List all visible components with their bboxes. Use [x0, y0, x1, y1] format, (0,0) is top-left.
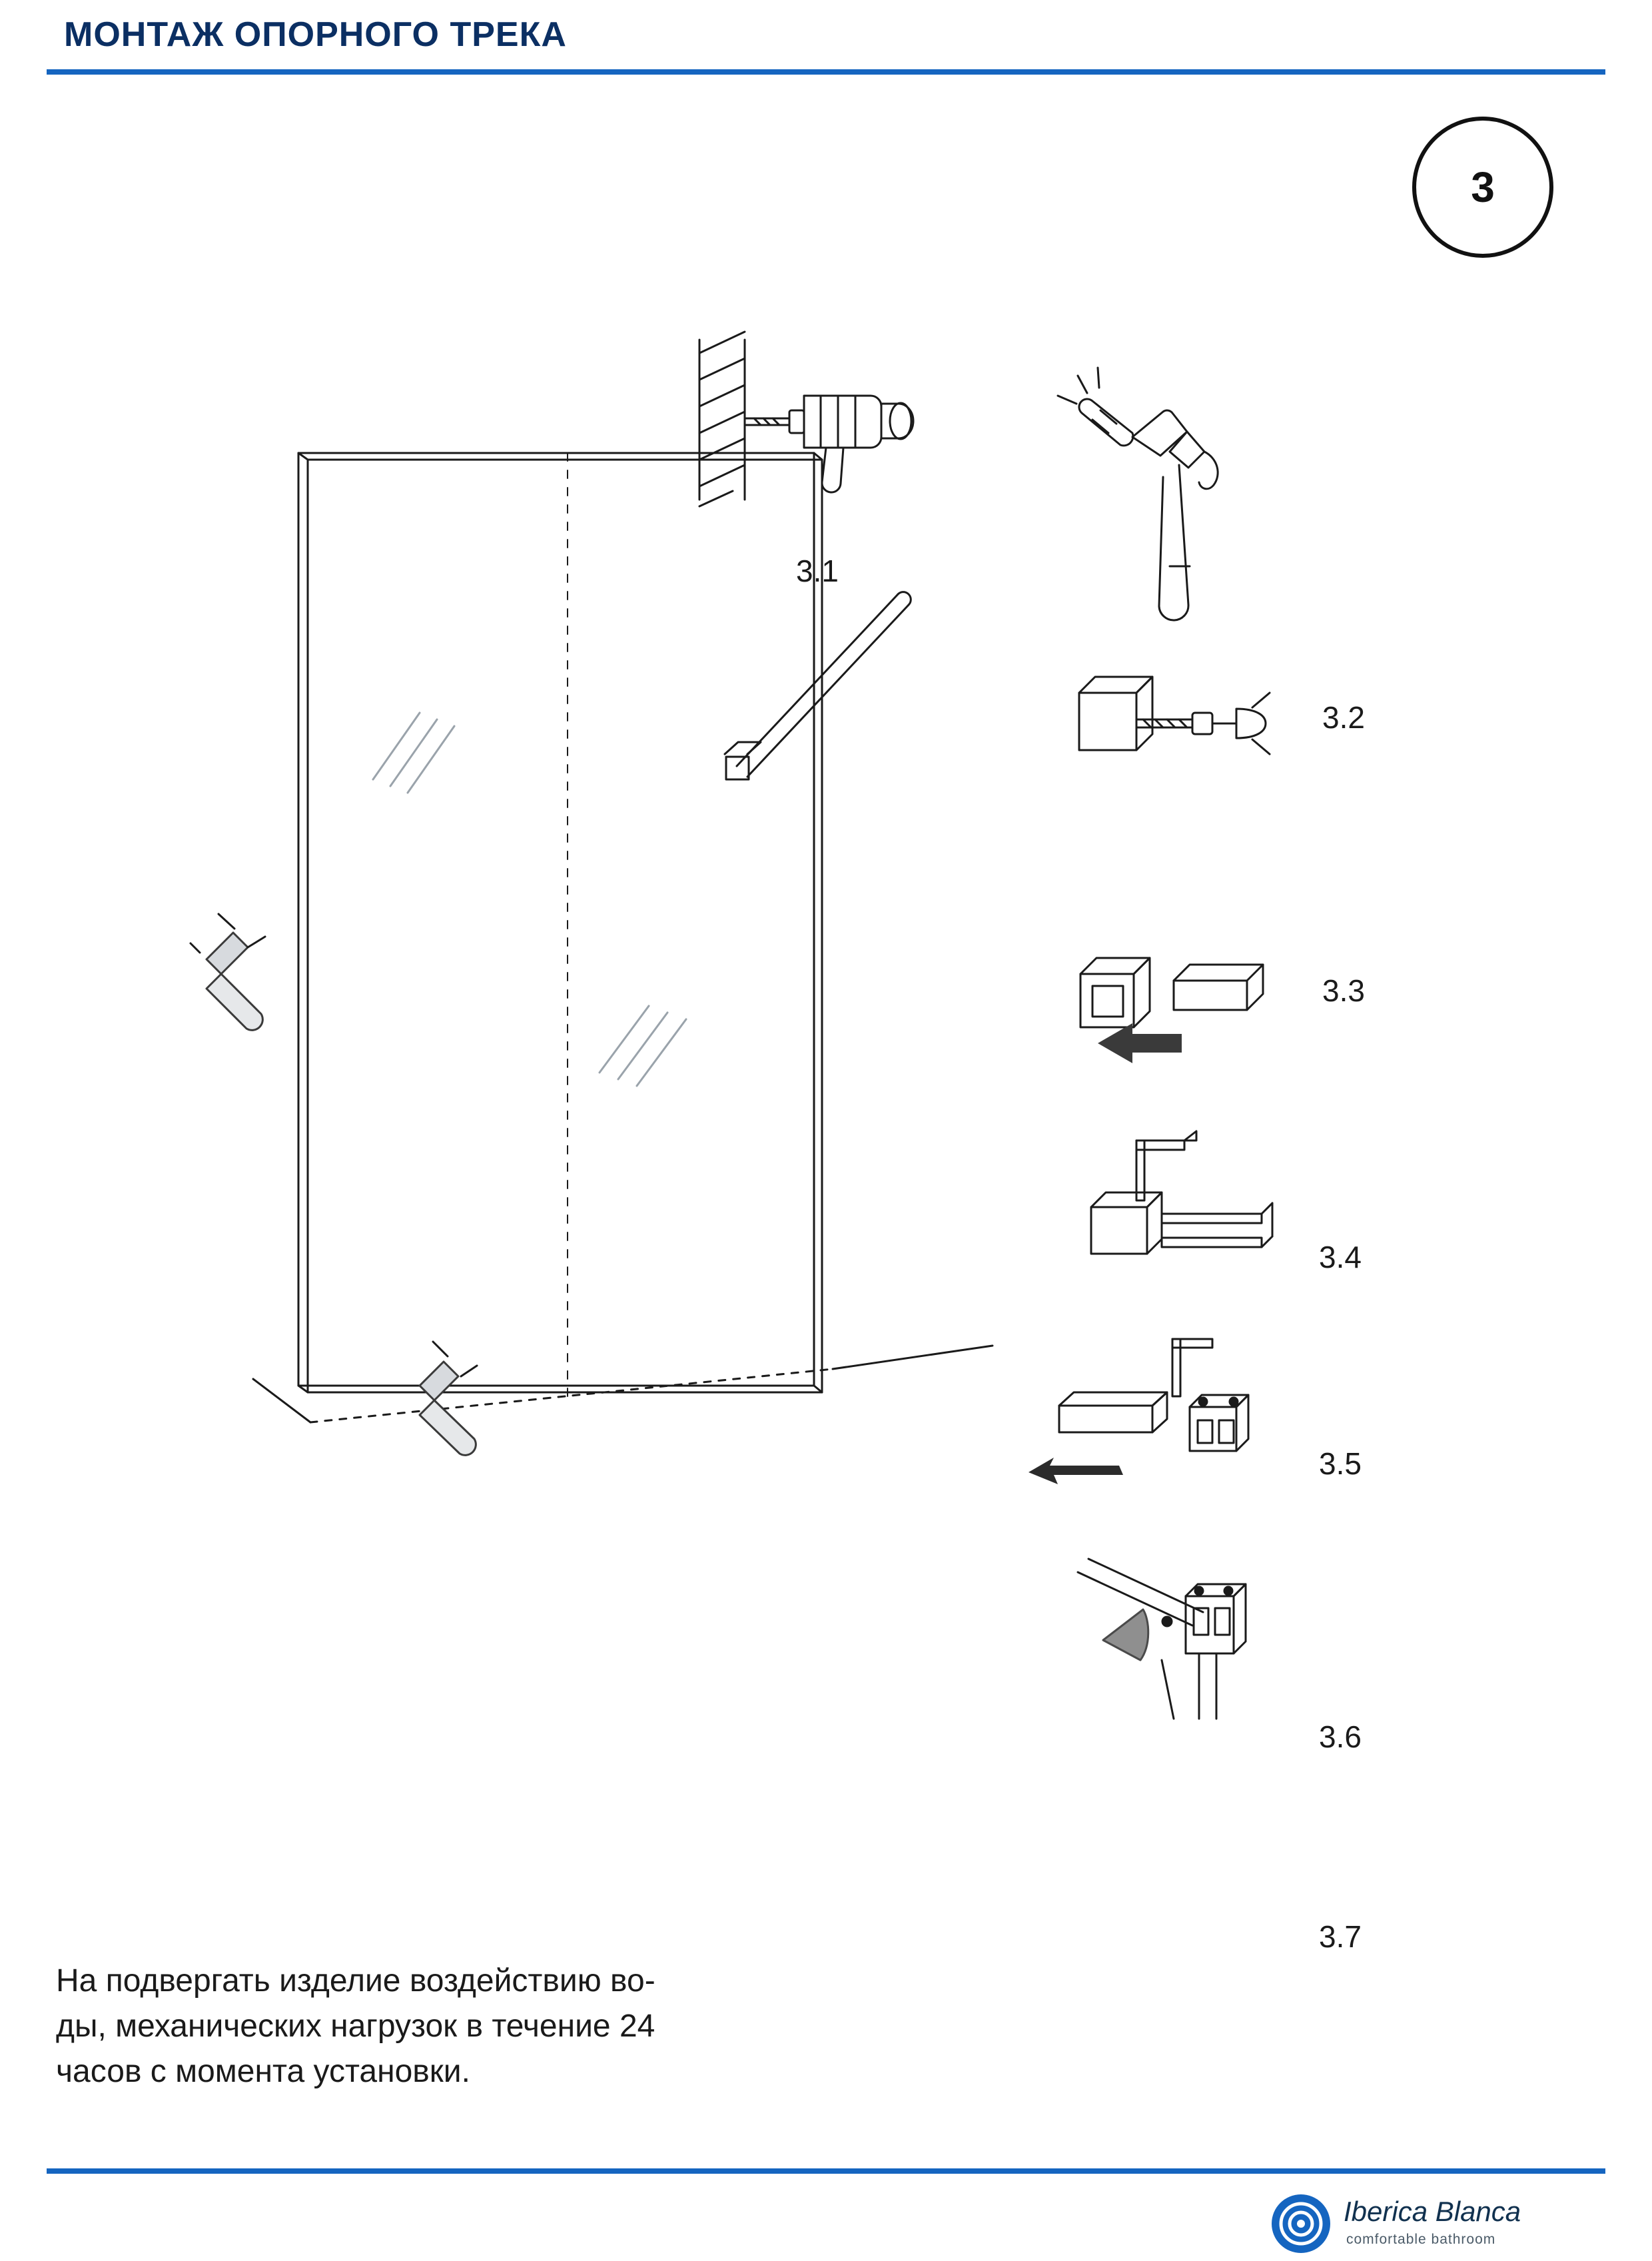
tighten-bracket-hex-key-icon [1091, 1131, 1272, 1254]
drill-into-wall-icon [699, 332, 913, 506]
insert-bar-into-bracket-icon [1080, 958, 1263, 1063]
footer-divider [47, 2168, 1605, 2174]
sub-step-label-3-4: 3.4 [1319, 1240, 1362, 1274]
brand-name: Iberica Blanca [1344, 2196, 1521, 2227]
sub-step-label-3-2: 3.2 [1322, 700, 1365, 735]
sub-step-label-3-7: 3.7 [1319, 1919, 1362, 1954]
figure-drawing [0, 253, 1652, 1852]
slide-bar-into-holder-icon [1029, 1339, 1248, 1484]
step-number-value: 3 [1471, 163, 1495, 211]
page-header [0, 0, 1652, 80]
warning-note-line-2: ды, механических нагрузок в течение 24 [56, 2009, 655, 2044]
brand-tagline: comfortable bathroom [1346, 2232, 1496, 2247]
glass-panel-with-support-track [191, 453, 993, 1455]
warning-note-line-3: часов с момента установки. [56, 2054, 470, 2090]
circular-swirl-logo-icon [1269, 2192, 1333, 2256]
sub-step-label-3-3: 3.3 [1322, 973, 1365, 1008]
sub-step-label-3-1: 3.1 [796, 554, 839, 588]
fix-glass-clamp-icon [1078, 1559, 1246, 1719]
hammer-and-dowel-icon [1058, 368, 1218, 620]
warning-note [56, 1959, 922, 2094]
sub-step-label-3-6: 3.6 [1319, 1719, 1362, 1754]
installation-figure [0, 253, 1652, 1954]
page-title: МОНТАЖ ОПОРНОГО ТРЕКА [64, 15, 567, 54]
sub-step-label-3-5: 3.5 [1319, 1446, 1362, 1481]
sealant-gun-left [191, 914, 265, 1030]
screw-bracket-with-screwdriver-icon [1079, 677, 1270, 754]
step-number-badge [1412, 117, 1553, 258]
sealant-gun-bottom [420, 1342, 477, 1455]
warning-note-line-1: На подвергать изделие воздействию во- [56, 1963, 655, 1999]
header-divider [47, 69, 1605, 75]
brand-logo [1269, 2192, 1589, 2256]
